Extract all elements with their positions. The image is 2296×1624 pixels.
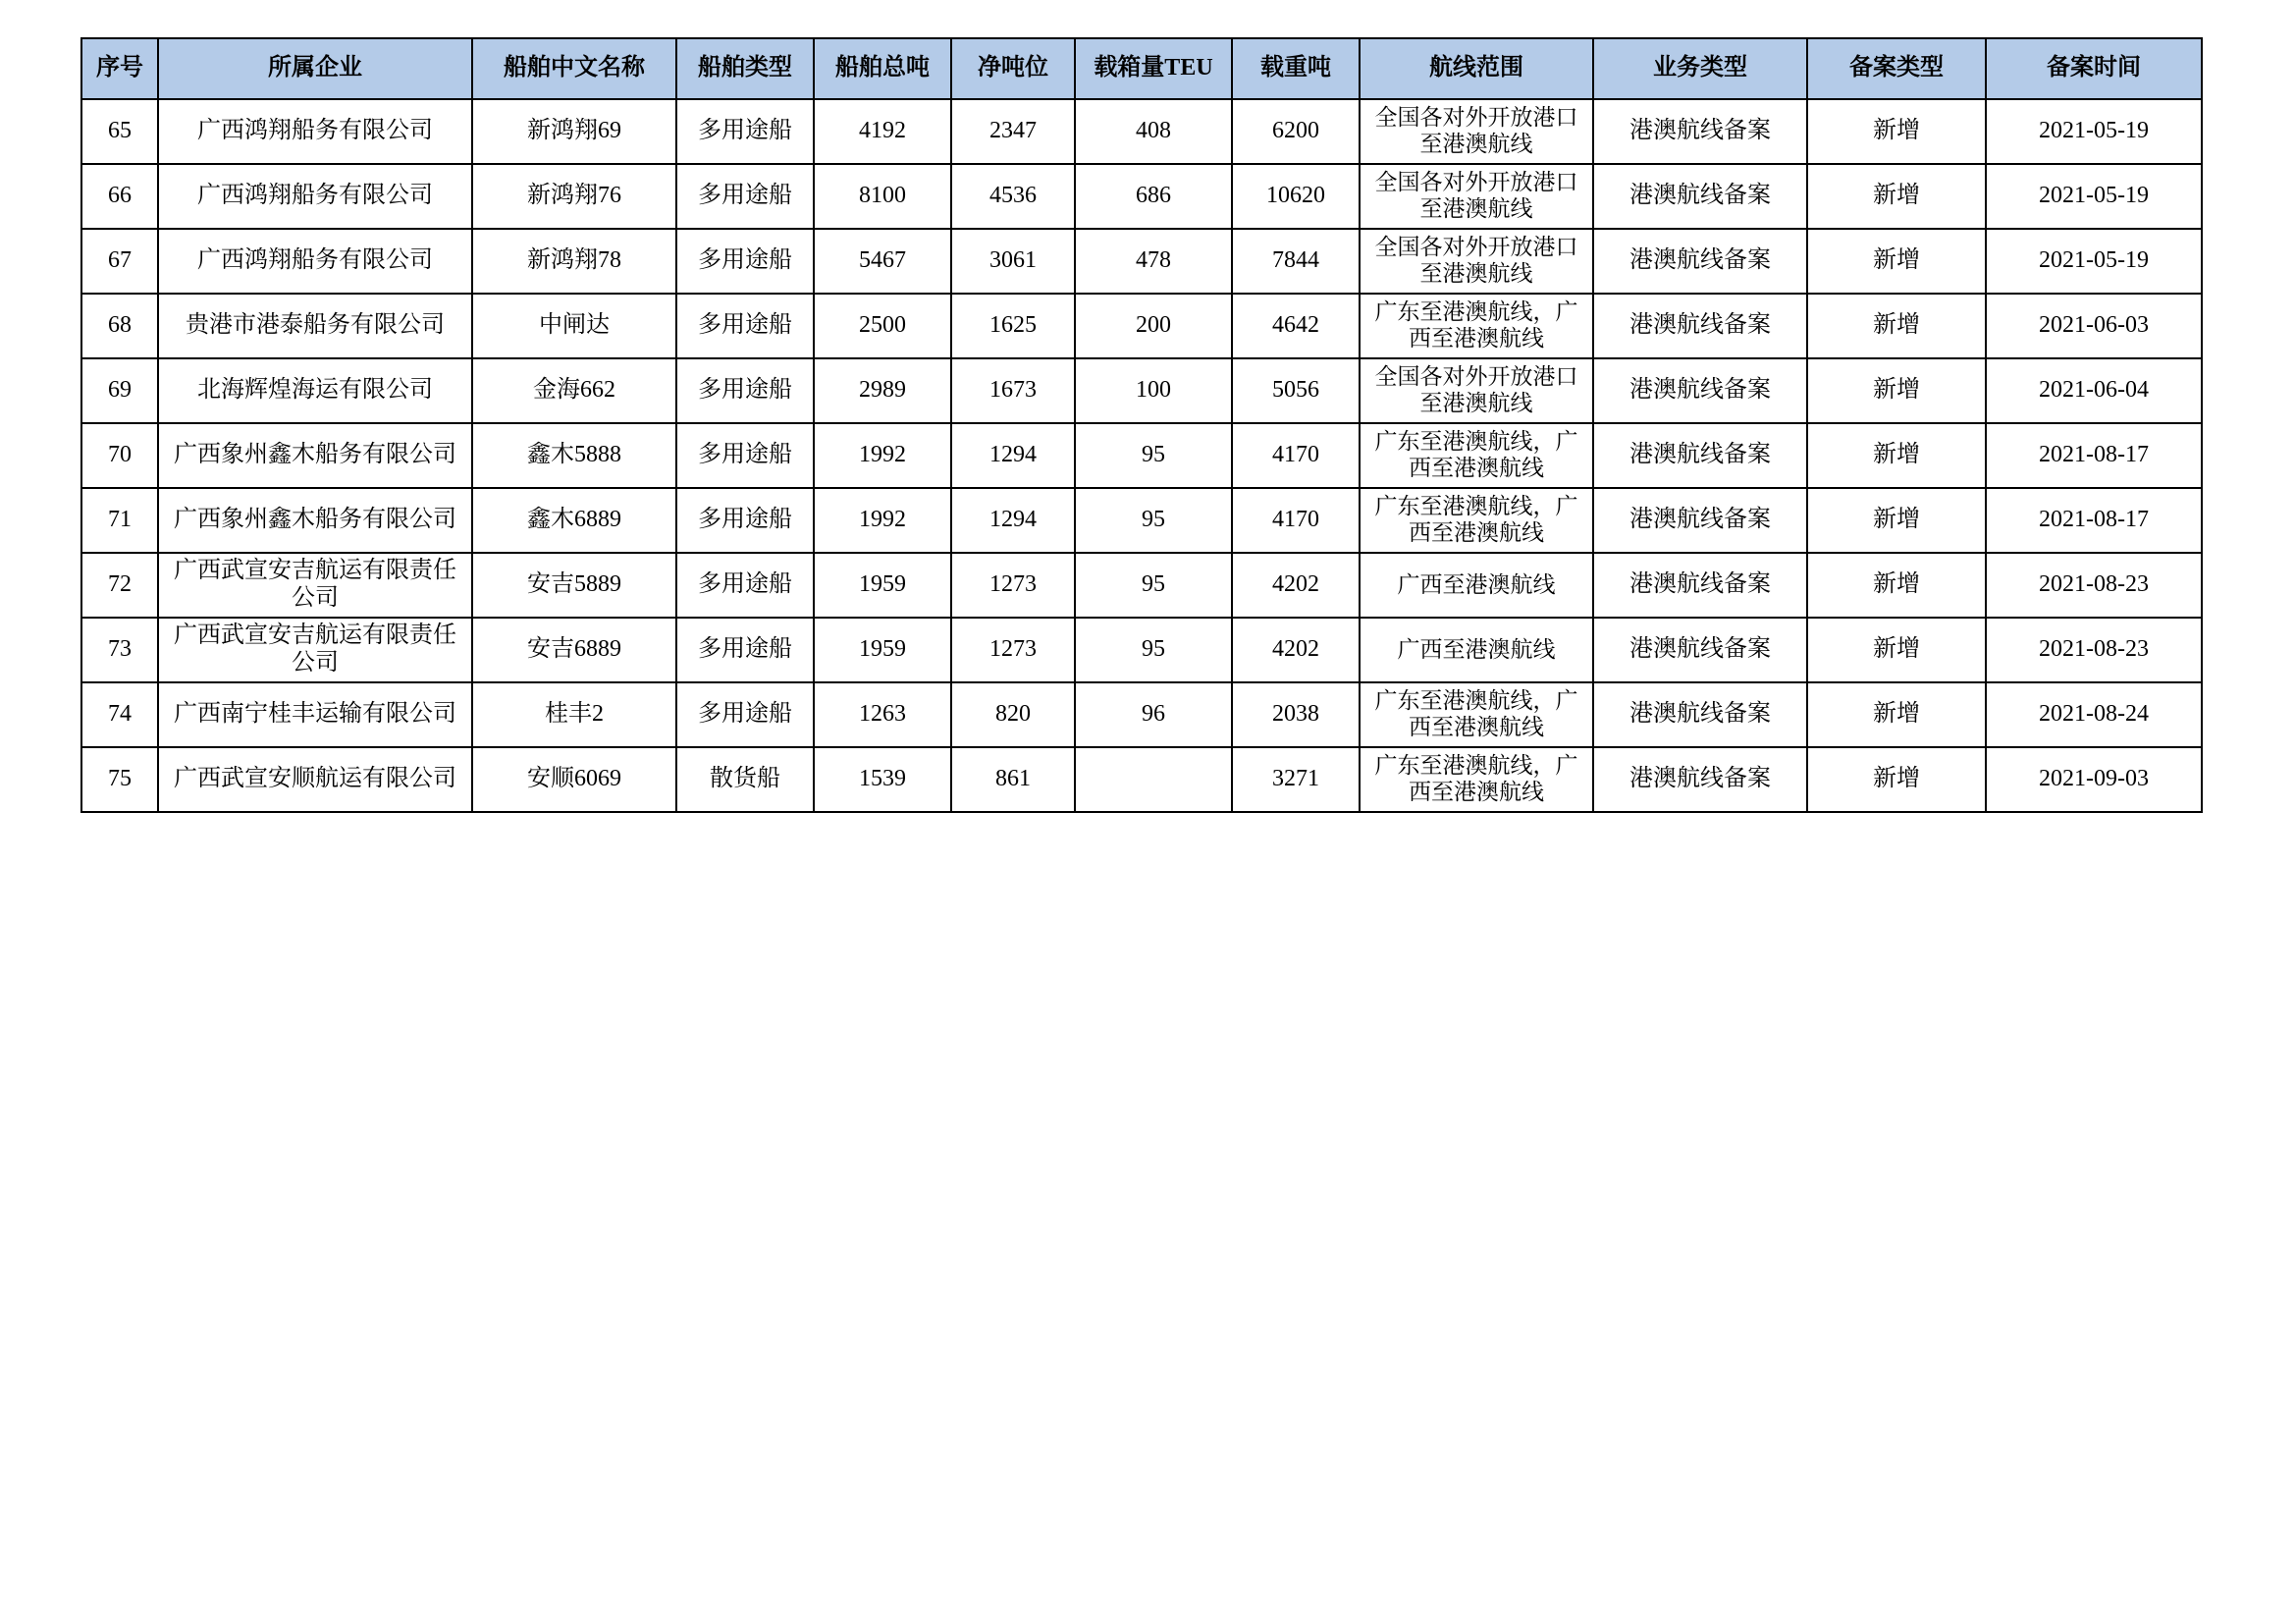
cell-record-date: 2021-05-19 <box>1986 164 2202 229</box>
cell-company: 广西象州鑫木船务有限公司 <box>158 423 472 488</box>
cell-record-type: 新增 <box>1807 99 1986 164</box>
cell-seq: 72 <box>81 553 158 618</box>
cell-net-tonnage: 1273 <box>951 553 1075 618</box>
cell-deadweight: 4642 <box>1232 294 1360 358</box>
cell-business-type: 港澳航线备案 <box>1593 423 1807 488</box>
column-header-seq: 序号 <box>81 38 158 99</box>
cell-ship-name: 中闸达 <box>472 294 676 358</box>
cell-record-date: 2021-05-19 <box>1986 99 2202 164</box>
cell-record-type: 新增 <box>1807 488 1986 553</box>
cell-deadweight: 3271 <box>1232 747 1360 812</box>
cell-ship-type: 多用途船 <box>676 229 814 294</box>
cell-gross-tonnage: 1539 <box>814 747 951 812</box>
cell-deadweight: 2038 <box>1232 682 1360 747</box>
cell-record-type: 新增 <box>1807 423 1986 488</box>
cell-gross-tonnage: 8100 <box>814 164 951 229</box>
table-row <box>81 423 2202 488</box>
cell-company: 广西鸿翔船务有限公司 <box>158 164 472 229</box>
cell-record-date: 2021-06-03 <box>1986 294 2202 358</box>
cell-ship-type: 多用途船 <box>676 682 814 747</box>
cell-teu: 95 <box>1075 553 1232 618</box>
cell-business-type: 港澳航线备案 <box>1593 618 1807 682</box>
cell-record-type: 新增 <box>1807 229 1986 294</box>
cell-gross-tonnage: 4192 <box>814 99 951 164</box>
cell-ship-type: 散货船 <box>676 747 814 812</box>
cell-record-date: 2021-09-03 <box>1986 747 2202 812</box>
cell-business-type: 港澳航线备案 <box>1593 747 1807 812</box>
cell-net-tonnage: 1673 <box>951 358 1075 423</box>
cell-route: 广东至港澳航线，广西至港澳航线 <box>1360 423 1593 488</box>
cell-ship-type: 多用途船 <box>676 294 814 358</box>
cell-gross-tonnage: 1992 <box>814 423 951 488</box>
cell-ship-name: 金海662 <box>472 358 676 423</box>
cell-net-tonnage: 1625 <box>951 294 1075 358</box>
cell-ship-name: 新鸿翔76 <box>472 164 676 229</box>
table-row <box>81 229 2202 294</box>
cell-ship-type: 多用途船 <box>676 488 814 553</box>
cell-seq: 69 <box>81 358 158 423</box>
cell-route: 全国各对外开放港口至港澳航线 <box>1360 99 1593 164</box>
cell-record-type: 新增 <box>1807 164 1986 229</box>
cell-teu: 100 <box>1075 358 1232 423</box>
table-row <box>81 164 2202 229</box>
cell-ship-name: 鑫木5888 <box>472 423 676 488</box>
cell-business-type: 港澳航线备案 <box>1593 488 1807 553</box>
cell-company: 广西鸿翔船务有限公司 <box>158 99 472 164</box>
cell-teu: 478 <box>1075 229 1232 294</box>
cell-seq: 73 <box>81 618 158 682</box>
header-row <box>81 38 2202 99</box>
column-header-company: 所属企业 <box>158 38 472 99</box>
cell-record-date: 2021-08-24 <box>1986 682 2202 747</box>
table-header <box>81 38 2202 99</box>
cell-ship-name: 安吉6889 <box>472 618 676 682</box>
cell-record-type: 新增 <box>1807 618 1986 682</box>
cell-teu: 95 <box>1075 618 1232 682</box>
cell-record-type: 新增 <box>1807 682 1986 747</box>
cell-business-type: 港澳航线备案 <box>1593 294 1807 358</box>
column-header-record-type: 备案类型 <box>1807 38 1986 99</box>
cell-company: 广西鸿翔船务有限公司 <box>158 229 472 294</box>
cell-record-date: 2021-08-17 <box>1986 488 2202 553</box>
cell-company: 广西南宁桂丰运输有限公司 <box>158 682 472 747</box>
cell-ship-name: 新鸿翔69 <box>472 99 676 164</box>
table-row <box>81 294 2202 358</box>
cell-gross-tonnage: 1959 <box>814 618 951 682</box>
cell-record-date: 2021-08-23 <box>1986 553 2202 618</box>
cell-company: 北海辉煌海运有限公司 <box>158 358 472 423</box>
table-row <box>81 99 2202 164</box>
cell-ship-name: 新鸿翔78 <box>472 229 676 294</box>
cell-net-tonnage: 1273 <box>951 618 1075 682</box>
cell-ship-type: 多用途船 <box>676 99 814 164</box>
cell-ship-type: 多用途船 <box>676 358 814 423</box>
cell-deadweight: 4170 <box>1232 423 1360 488</box>
cell-company: 广西武宣安吉航运有限责任公司 <box>158 553 472 618</box>
table-row <box>81 358 2202 423</box>
cell-gross-tonnage: 1263 <box>814 682 951 747</box>
cell-deadweight: 10620 <box>1232 164 1360 229</box>
cell-record-date: 2021-05-19 <box>1986 229 2202 294</box>
cell-route: 广东至港澳航线，广西至港澳航线 <box>1360 682 1593 747</box>
cell-route: 广西至港澳航线 <box>1360 553 1593 618</box>
cell-deadweight: 6200 <box>1232 99 1360 164</box>
cell-teu: 95 <box>1075 423 1232 488</box>
cell-business-type: 港澳航线备案 <box>1593 358 1807 423</box>
column-header-record-date: 备案时间 <box>1986 38 2202 99</box>
cell-deadweight: 7844 <box>1232 229 1360 294</box>
cell-net-tonnage: 861 <box>951 747 1075 812</box>
cell-company: 广西武宣安吉航运有限责任公司 <box>158 618 472 682</box>
cell-business-type: 港澳航线备案 <box>1593 164 1807 229</box>
cell-route: 广东至港澳航线，广西至港澳航线 <box>1360 294 1593 358</box>
cell-route: 广东至港澳航线，广西至港澳航线 <box>1360 488 1593 553</box>
table-row <box>81 553 2202 618</box>
cell-gross-tonnage: 1959 <box>814 553 951 618</box>
cell-route: 全国各对外开放港口至港澳航线 <box>1360 164 1593 229</box>
column-header-business-type: 业务类型 <box>1593 38 1807 99</box>
cell-company: 广西象州鑫木船务有限公司 <box>158 488 472 553</box>
cell-ship-name: 安顺6069 <box>472 747 676 812</box>
cell-ship-name: 桂丰2 <box>472 682 676 747</box>
cell-ship-name: 安吉5889 <box>472 553 676 618</box>
cell-route: 全国各对外开放港口至港澳航线 <box>1360 358 1593 423</box>
cell-teu: 95 <box>1075 488 1232 553</box>
cell-teu: 200 <box>1075 294 1232 358</box>
cell-seq: 74 <box>81 682 158 747</box>
cell-net-tonnage: 3061 <box>951 229 1075 294</box>
cell-ship-type: 多用途船 <box>676 164 814 229</box>
cell-teu <box>1075 747 1232 812</box>
cell-seq: 71 <box>81 488 158 553</box>
cell-record-type: 新增 <box>1807 294 1986 358</box>
cell-gross-tonnage: 2500 <box>814 294 951 358</box>
cell-net-tonnage: 1294 <box>951 423 1075 488</box>
table-row <box>81 747 2202 812</box>
cell-ship-name: 鑫木6889 <box>472 488 676 553</box>
cell-net-tonnage: 2347 <box>951 99 1075 164</box>
cell-net-tonnage: 820 <box>951 682 1075 747</box>
cell-gross-tonnage: 1992 <box>814 488 951 553</box>
cell-teu: 408 <box>1075 99 1232 164</box>
cell-route: 全国各对外开放港口至港澳航线 <box>1360 229 1593 294</box>
cell-business-type: 港澳航线备案 <box>1593 553 1807 618</box>
cell-business-type: 港澳航线备案 <box>1593 682 1807 747</box>
cell-deadweight: 5056 <box>1232 358 1360 423</box>
cell-seq: 70 <box>81 423 158 488</box>
cell-record-type: 新增 <box>1807 747 1986 812</box>
cell-business-type: 港澳航线备案 <box>1593 99 1807 164</box>
cell-net-tonnage: 4536 <box>951 164 1075 229</box>
table-row <box>81 682 2202 747</box>
cell-seq: 66 <box>81 164 158 229</box>
column-header-route: 航线范围 <box>1360 38 1593 99</box>
cell-gross-tonnage: 2989 <box>814 358 951 423</box>
cell-ship-type: 多用途船 <box>676 423 814 488</box>
cell-ship-type: 多用途船 <box>676 618 814 682</box>
cell-route: 广东至港澳航线，广西至港澳航线 <box>1360 747 1593 812</box>
cell-company: 贵港市港泰船务有限公司 <box>158 294 472 358</box>
cell-teu: 96 <box>1075 682 1232 747</box>
cell-company: 广西武宣安顺航运有限公司 <box>158 747 472 812</box>
cell-business-type: 港澳航线备案 <box>1593 229 1807 294</box>
cell-deadweight: 4202 <box>1232 618 1360 682</box>
cell-record-type: 新增 <box>1807 358 1986 423</box>
cell-record-date: 2021-08-17 <box>1986 423 2202 488</box>
column-header-net-tonnage: 净吨位 <box>951 38 1075 99</box>
cell-seq: 67 <box>81 229 158 294</box>
cell-route: 广西至港澳航线 <box>1360 618 1593 682</box>
column-header-deadweight: 载重吨 <box>1232 38 1360 99</box>
cell-ship-type: 多用途船 <box>676 553 814 618</box>
column-header-ship-type: 船舶类型 <box>676 38 814 99</box>
column-header-ship-name: 船舶中文名称 <box>472 38 676 99</box>
table-row <box>81 618 2202 682</box>
cell-seq: 75 <box>81 747 158 812</box>
cell-deadweight: 4170 <box>1232 488 1360 553</box>
cell-teu: 686 <box>1075 164 1232 229</box>
ship-record-table <box>80 37 2203 813</box>
table-body <box>81 99 2202 812</box>
cell-net-tonnage: 1294 <box>951 488 1075 553</box>
cell-gross-tonnage: 5467 <box>814 229 951 294</box>
cell-seq: 68 <box>81 294 158 358</box>
cell-deadweight: 4202 <box>1232 553 1360 618</box>
column-header-gross-tonnage: 船舶总吨 <box>814 38 951 99</box>
column-header-teu: 载箱量TEU <box>1075 38 1232 99</box>
cell-record-type: 新增 <box>1807 553 1986 618</box>
cell-record-date: 2021-06-04 <box>1986 358 2202 423</box>
cell-seq: 65 <box>81 99 158 164</box>
cell-record-date: 2021-08-23 <box>1986 618 2202 682</box>
table-row <box>81 488 2202 553</box>
